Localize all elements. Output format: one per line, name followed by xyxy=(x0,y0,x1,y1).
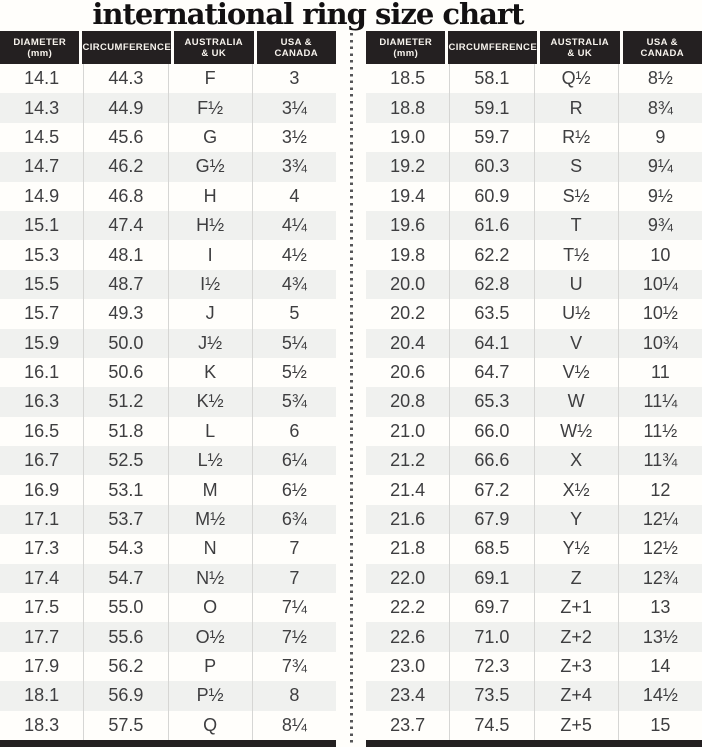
table-row xyxy=(366,152,702,181)
table-cell: 23.4 xyxy=(390,685,426,706)
table-cell: 14.3 xyxy=(24,97,60,118)
table-cell: 4 xyxy=(252,182,336,211)
table-cell: 16.3 xyxy=(24,391,60,412)
table-cell: 59.1 xyxy=(449,93,533,122)
table-bottom-bar xyxy=(366,740,702,747)
table-row xyxy=(0,446,336,475)
table-cell: O xyxy=(168,593,252,622)
table-cell: 4¾ xyxy=(252,270,336,299)
table-cell: 22.0 xyxy=(390,567,426,588)
table-cell: 13 xyxy=(618,593,702,622)
table-cell: U xyxy=(534,270,618,299)
table-cell: G½ xyxy=(168,152,252,181)
table-cell: 54.7 xyxy=(83,564,167,593)
table-row xyxy=(366,387,702,416)
table-cell: 14.5 xyxy=(24,126,60,147)
table-cell: 6 xyxy=(252,417,336,446)
table-cell: K xyxy=(168,358,252,387)
table-row xyxy=(0,123,336,152)
table-cell: 44.3 xyxy=(83,64,167,93)
table-cell: 10 xyxy=(618,240,702,269)
table-cell: 22.6 xyxy=(390,626,426,647)
table-cell: 11¾ xyxy=(618,446,702,475)
table-cell: 52.5 xyxy=(83,446,167,475)
table-cell: P½ xyxy=(168,681,252,710)
table-body xyxy=(0,64,336,740)
table-row xyxy=(366,240,702,269)
table-row xyxy=(366,417,702,446)
column-header: USA & CANADA xyxy=(623,31,702,64)
table-cell: 15.9 xyxy=(24,332,60,353)
table-cell: 69.7 xyxy=(449,593,533,622)
table-cell: W½ xyxy=(534,417,618,446)
table-cell: 56.2 xyxy=(83,652,167,681)
table-gap xyxy=(336,31,366,747)
table-row xyxy=(0,211,336,240)
table-cell: T½ xyxy=(534,240,618,269)
table-cell: 20.2 xyxy=(390,303,426,324)
table-cell: F½ xyxy=(168,93,252,122)
table-cell: 10¾ xyxy=(618,329,702,358)
table-row xyxy=(0,652,336,681)
table-cell: 10½ xyxy=(618,299,702,328)
table-row xyxy=(0,152,336,181)
table-cell: 73.5 xyxy=(449,681,533,710)
table-cell: 8¼ xyxy=(252,711,336,740)
table-cell: Z+2 xyxy=(534,622,618,651)
table-row xyxy=(366,270,702,299)
table-cell: 71.0 xyxy=(449,622,533,651)
table-cell: 58.1 xyxy=(449,64,533,93)
table-cell: 59.7 xyxy=(449,123,533,152)
table-cell: 50.0 xyxy=(83,329,167,358)
table-row xyxy=(0,593,336,622)
column-header: AUSTRALIA & UK xyxy=(540,31,619,64)
table-cell: 11¼ xyxy=(618,387,702,416)
table-cell: 19.6 xyxy=(390,215,426,236)
table-cell: 15 xyxy=(618,711,702,740)
table-cell: Z+4 xyxy=(534,681,618,710)
page-title: international ring size chart xyxy=(92,0,524,31)
table-cell: 21.6 xyxy=(390,509,426,530)
table-cell: 12¾ xyxy=(618,564,702,593)
table-cell: X½ xyxy=(534,475,618,504)
table-cell: 15.7 xyxy=(24,303,60,324)
table-row xyxy=(366,358,702,387)
table-header-row xyxy=(0,31,336,64)
table-cell: 69.1 xyxy=(449,564,533,593)
table-cell: N xyxy=(168,534,252,563)
table-cell: 53.7 xyxy=(83,505,167,534)
table-cell: Q½ xyxy=(534,64,618,93)
table-cell: F xyxy=(168,64,252,93)
table-row xyxy=(0,505,336,534)
table-cell: 9 xyxy=(618,123,702,152)
table-cell: 20.0 xyxy=(390,273,426,294)
table-cell: 6¼ xyxy=(252,446,336,475)
table-row xyxy=(366,329,702,358)
table-row xyxy=(366,593,702,622)
table-cell: 8¾ xyxy=(618,93,702,122)
table-cell: 6½ xyxy=(252,475,336,504)
table-row xyxy=(0,299,336,328)
table-cell: 63.5 xyxy=(449,299,533,328)
table-cell: 7¼ xyxy=(252,593,336,622)
table-cell: 15.3 xyxy=(24,244,60,265)
table-cell: Y xyxy=(534,505,618,534)
table-cell: 5¾ xyxy=(252,387,336,416)
table-cell: 18.5 xyxy=(390,68,426,89)
table-cell: 49.3 xyxy=(83,299,167,328)
table-cell: 61.6 xyxy=(449,211,533,240)
table-cell: 74.5 xyxy=(449,711,533,740)
table-cell: 10¼ xyxy=(618,270,702,299)
table-row xyxy=(366,123,702,152)
table-row xyxy=(366,622,702,651)
table-cell: 23.0 xyxy=(390,656,426,676)
table-cell: M xyxy=(168,475,252,504)
table-cell: 12 xyxy=(618,475,702,504)
table-cell: 17.4 xyxy=(24,567,60,588)
table-cell: 9¼ xyxy=(618,152,702,181)
table-row xyxy=(366,211,702,240)
table-cell: Y½ xyxy=(534,534,618,563)
table-cell: 62.8 xyxy=(449,270,533,299)
table-cell: 8½ xyxy=(618,64,702,93)
table-cell: J½ xyxy=(168,329,252,358)
table-cell: H½ xyxy=(168,211,252,240)
table-cell: W xyxy=(534,387,618,416)
table-cell: 23.7 xyxy=(390,714,426,735)
table-row xyxy=(366,93,702,122)
table-cell: 21.8 xyxy=(390,538,426,559)
table-cell: Z+1 xyxy=(534,593,618,622)
table-cell: 45.6 xyxy=(83,123,167,152)
table-cell: 14½ xyxy=(618,681,702,710)
table-row xyxy=(366,711,702,740)
table-cell: 66.0 xyxy=(449,417,533,446)
ring-size-table-right xyxy=(366,31,702,747)
table-cell: 21.4 xyxy=(390,479,426,500)
table-row xyxy=(0,182,336,211)
table-cell: 5½ xyxy=(252,358,336,387)
table-row xyxy=(366,505,702,534)
table-cell: 48.7 xyxy=(83,270,167,299)
table-cell: 7¾ xyxy=(252,652,336,681)
table-cell: 55.0 xyxy=(83,593,167,622)
table-cell: 17.7 xyxy=(24,626,60,647)
table-row xyxy=(0,93,336,122)
table-cell: 66.6 xyxy=(449,446,533,475)
table-cell: 46.2 xyxy=(83,152,167,181)
table-cell: 15.5 xyxy=(24,273,60,294)
table-row xyxy=(366,299,702,328)
table-cell: 54.3 xyxy=(83,534,167,563)
table-cell: K½ xyxy=(168,387,252,416)
table-cell: 14 xyxy=(618,652,702,681)
table-cell: 14.1 xyxy=(24,68,60,89)
table-cell: 22.2 xyxy=(390,597,426,618)
table-cell: J xyxy=(168,299,252,328)
table-header-row xyxy=(366,31,702,64)
table-cell: 18.1 xyxy=(24,685,60,706)
table-cell: 20.8 xyxy=(390,391,426,412)
table-cell: O½ xyxy=(168,622,252,651)
table-cell: M½ xyxy=(168,505,252,534)
table-cell: T xyxy=(534,211,618,240)
table-cell: Z+5 xyxy=(534,711,618,740)
table-cell: 50.6 xyxy=(83,358,167,387)
ring-size-table-left xyxy=(0,31,336,747)
table-cell: L xyxy=(168,417,252,446)
table-cell: L½ xyxy=(168,446,252,475)
table-cell: 60.9 xyxy=(449,182,533,211)
table-row xyxy=(0,417,336,446)
table-cell: I½ xyxy=(168,270,252,299)
table-cell: 20.6 xyxy=(390,362,426,383)
table-cell: H xyxy=(168,182,252,211)
column-header: DIAMETER (mm) xyxy=(366,31,445,64)
table-cell: 46.8 xyxy=(83,182,167,211)
table-cell: 55.6 xyxy=(83,622,167,651)
table-cell: 7 xyxy=(252,564,336,593)
table-cell: 16.1 xyxy=(24,362,60,383)
table-cell: S½ xyxy=(534,182,618,211)
table-cell: Z+3 xyxy=(534,652,618,681)
table-row xyxy=(0,681,336,710)
table-cell: 11½ xyxy=(618,417,702,446)
table-cell: 16.9 xyxy=(24,479,60,500)
table-cell: 9½ xyxy=(618,182,702,211)
table-cell: 60.3 xyxy=(449,152,533,181)
table-cell: Q xyxy=(168,711,252,740)
table-row xyxy=(0,329,336,358)
table-cell: 5 xyxy=(252,299,336,328)
tables-container xyxy=(0,31,702,747)
table-cell: 19.4 xyxy=(390,185,426,206)
table-row xyxy=(0,358,336,387)
table-cell: 68.5 xyxy=(449,534,533,563)
table-row xyxy=(0,622,336,651)
table-cell: V½ xyxy=(534,358,618,387)
table-cell: 3½ xyxy=(252,123,336,152)
table-row xyxy=(0,534,336,563)
table-cell: 11 xyxy=(618,358,702,387)
column-header: DIAMETER (mm) xyxy=(0,31,79,64)
table-row xyxy=(0,240,336,269)
table-cell: 19.2 xyxy=(390,156,426,177)
table-bottom-bar xyxy=(0,740,336,747)
table-cell: 62.2 xyxy=(449,240,533,269)
table-cell: 5¼ xyxy=(252,329,336,358)
table-cell: 51.2 xyxy=(83,387,167,416)
table-cell: 17.5 xyxy=(24,597,60,618)
table-cell: 21.2 xyxy=(390,450,426,471)
table-cell: R xyxy=(534,93,618,122)
table-row xyxy=(0,475,336,504)
table-cell: 6¾ xyxy=(252,505,336,534)
table-cell: 12¼ xyxy=(618,505,702,534)
table-row xyxy=(0,711,336,740)
table-cell: 44.9 xyxy=(83,93,167,122)
column-header: CIRCUMFERENCE xyxy=(448,31,537,64)
table-row xyxy=(0,64,336,93)
table-cell: S xyxy=(534,152,618,181)
table-cell: I xyxy=(168,240,252,269)
table-cell: 3¼ xyxy=(252,93,336,122)
table-cell: X xyxy=(534,446,618,475)
table-cell: 57.5 xyxy=(83,711,167,740)
table-row xyxy=(366,652,702,681)
table-cell: 17.1 xyxy=(24,509,60,530)
table-cell: 18.8 xyxy=(390,97,426,118)
table-cell: Z xyxy=(534,564,618,593)
table-cell: 67.9 xyxy=(449,505,533,534)
table-cell: 48.1 xyxy=(83,240,167,269)
table-cell: G xyxy=(168,123,252,152)
table-cell: 64.1 xyxy=(449,329,533,358)
table-cell: 12½ xyxy=(618,534,702,563)
table-cell: R½ xyxy=(534,123,618,152)
table-cell: N½ xyxy=(168,564,252,593)
table-cell: 47.4 xyxy=(83,211,167,240)
column-header: USA & CANADA xyxy=(257,31,336,64)
table-cell: 64.7 xyxy=(449,358,533,387)
table-cell: 17.9 xyxy=(24,656,60,676)
table-cell: 67.2 xyxy=(449,475,533,504)
table-cell: 14.9 xyxy=(24,185,60,206)
table-cell: 15.1 xyxy=(24,215,60,236)
table-row xyxy=(366,446,702,475)
table-row xyxy=(366,681,702,710)
table-cell: 19.8 xyxy=(390,244,426,265)
table-row xyxy=(366,64,702,93)
table-cell: 7 xyxy=(252,534,336,563)
table-cell: 21.0 xyxy=(390,420,426,441)
table-cell: V xyxy=(534,329,618,358)
table-row xyxy=(366,564,702,593)
table-cell: 18.3 xyxy=(24,714,60,735)
table-cell: U½ xyxy=(534,299,618,328)
table-cell: 51.8 xyxy=(83,417,167,446)
table-cell: 4½ xyxy=(252,240,336,269)
table-body xyxy=(366,64,702,740)
table-cell: 17.3 xyxy=(24,538,60,559)
table-cell: 65.3 xyxy=(449,387,533,416)
table-row xyxy=(0,270,336,299)
table-cell: 16.7 xyxy=(24,450,60,471)
table-row xyxy=(0,564,336,593)
table-cell: 14.7 xyxy=(24,156,60,177)
table-cell: 19.0 xyxy=(390,126,426,147)
table-cell: 53.1 xyxy=(83,475,167,504)
table-cell: P xyxy=(168,652,252,681)
table-cell: 3¾ xyxy=(252,152,336,181)
table-cell: 9¾ xyxy=(618,211,702,240)
table-cell: 3 xyxy=(252,64,336,93)
column-header: AUSTRALIA & UK xyxy=(174,31,253,64)
table-row xyxy=(366,182,702,211)
table-cell: 13½ xyxy=(618,622,702,651)
dotted-divider xyxy=(350,33,353,747)
table-row xyxy=(366,475,702,504)
table-cell: 72.3 xyxy=(449,652,533,681)
table-cell: 7½ xyxy=(252,622,336,651)
table-cell: 16.5 xyxy=(24,420,60,441)
table-row xyxy=(366,534,702,563)
table-row xyxy=(0,387,336,416)
column-header: CIRCUMFERENCE xyxy=(82,31,171,64)
table-cell: 56.9 xyxy=(83,681,167,710)
table-cell: 4¼ xyxy=(252,211,336,240)
table-cell: 20.4 xyxy=(390,332,426,353)
table-cell: 8 xyxy=(252,681,336,710)
